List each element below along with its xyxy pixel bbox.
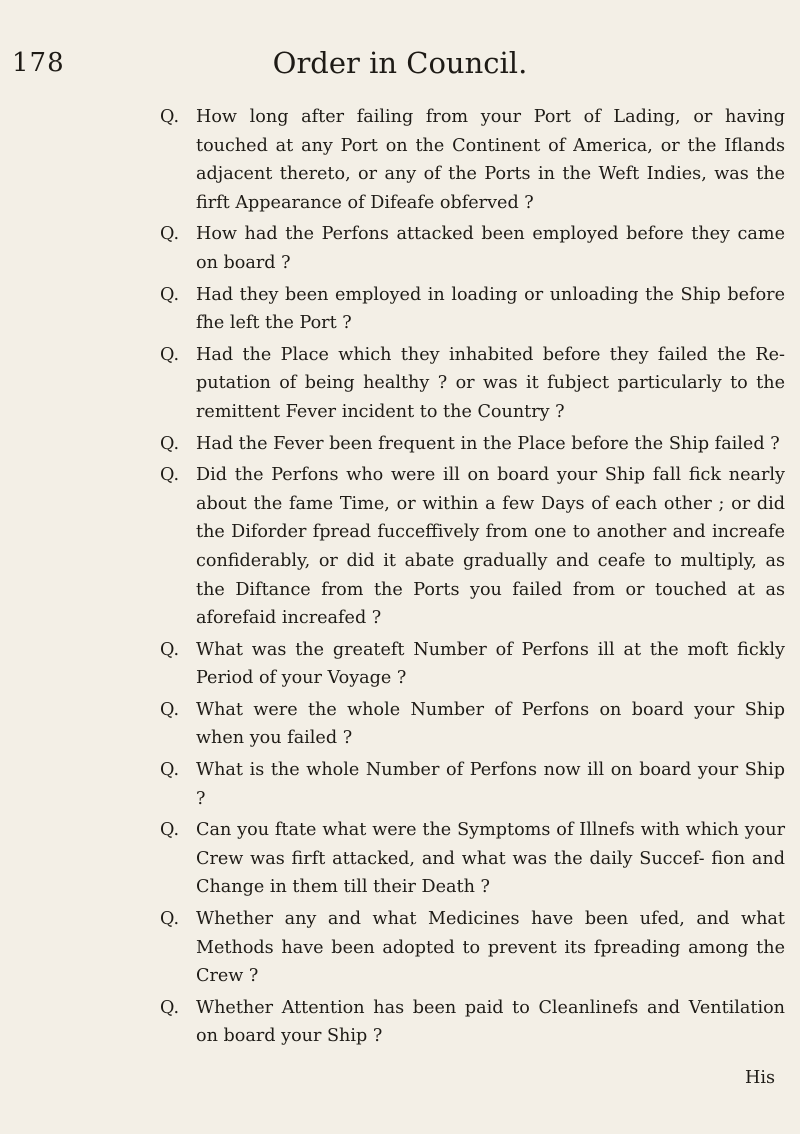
question-text: Had the Place which they inhabited before they failed the Re- putation of being healthy ? or was it fubject particularly to the remittent Fever incident to the Country ? xyxy=(196,344,785,422)
question-item xyxy=(160,756,785,813)
question-item xyxy=(160,430,785,459)
question-text: How long after failing from your Port of Lading, or having touched at any Port on the Continent of America, or the Iflands adjacent thereto, or any of the Ports in the Weft Indies, was the firft Appearance of Difeafe obferved ? xyxy=(196,107,785,213)
question-text: Whether any and what Medicines have been ufed, and what Methods have been adopted to prevent its fpreading among the Crew ? xyxy=(196,909,785,987)
page-number: 178 xyxy=(12,48,65,78)
question-marker: Q. xyxy=(160,909,180,930)
question-item xyxy=(160,636,785,693)
question-text: Whether Attention has been paid to Cleanlinefs and Ventilation on board your Ship ? xyxy=(196,997,785,1047)
question-item xyxy=(160,905,785,991)
question-marker: Q. xyxy=(160,224,180,245)
question-text: How had the Perfons attacked been employed before they came on board ? xyxy=(196,224,785,273)
question-item xyxy=(160,281,785,338)
question-marker: Q. xyxy=(160,820,180,841)
question-text: Can you ftate what were the Symptoms of Illnefs with which your Crew was firft attacked, and what was the daily Succef- fion and Change in them till their Death ? xyxy=(196,820,785,898)
catchword: His xyxy=(745,1068,775,1088)
question-text: What were the whole Number of Perfons on board your Ship when you failed ? xyxy=(196,699,785,749)
question-item xyxy=(160,103,785,217)
question-item xyxy=(160,994,785,1051)
question-marker: Q. xyxy=(160,107,180,127)
question-marker: Q. xyxy=(160,344,180,365)
question-marker: Q. xyxy=(160,997,180,1018)
running-head-title: Order in Council. xyxy=(272,46,528,80)
question-item xyxy=(160,341,785,427)
question-item xyxy=(160,220,785,277)
question-item xyxy=(160,816,785,902)
question-item xyxy=(160,696,785,753)
question-marker: Q. xyxy=(160,699,180,720)
question-item xyxy=(160,461,785,633)
question-list xyxy=(160,103,785,1054)
question-text: Did the Perfons who were ill on board your Ship fall fick nearly about the fame Time, or within a few Days of each other ; or did the Diforder fpread fucceffively from one to another and increafe confiderably, or did it abate gradually and ceafe to multiply, as the Diftance from the Ports you failed from or touched at as aforefaid increafed ? xyxy=(196,465,785,629)
question-text: Had they been employed in loading or unloading the Ship before fhe left the Port ? xyxy=(196,284,785,334)
question-marker: Q. xyxy=(160,433,180,454)
question-marker: Q. xyxy=(160,284,180,305)
question-marker: Q. xyxy=(160,639,180,660)
question-text: Had the Fever been frequent in the Place before the Ship failed ? xyxy=(196,433,780,454)
question-marker: Q. xyxy=(160,760,180,781)
question-text: What is the whole Number of Perfons now ill on board your Ship ? xyxy=(196,760,785,809)
question-text: What was the greateft Number of Perfons ill at the moft fickly Period of your Voyage ? xyxy=(196,639,785,689)
question-marker: Q. xyxy=(160,465,180,486)
